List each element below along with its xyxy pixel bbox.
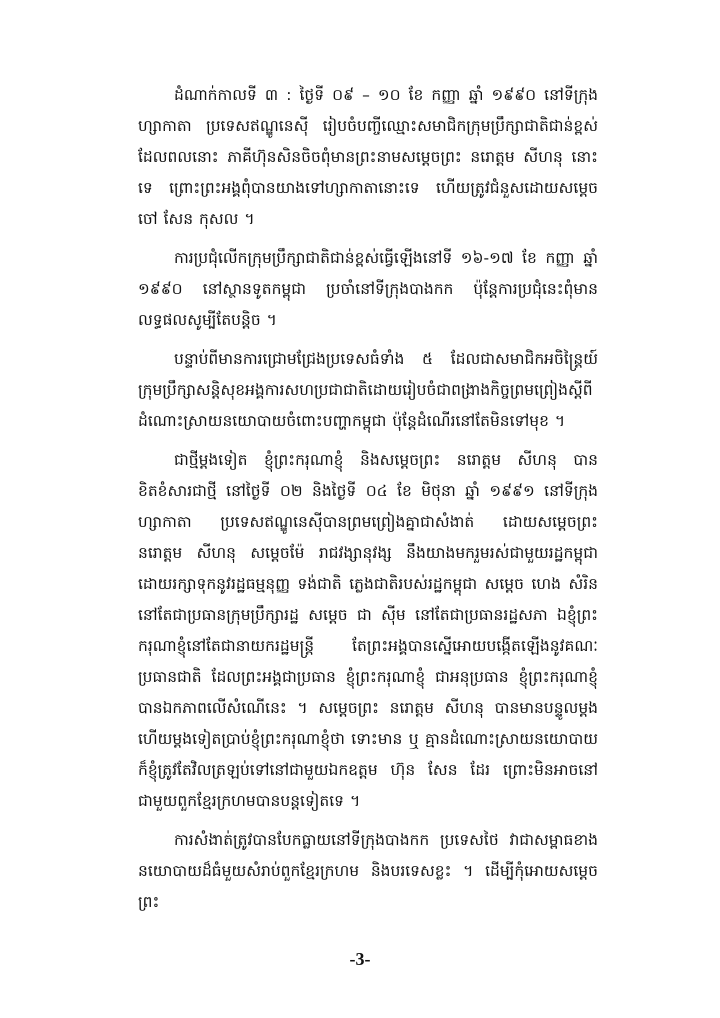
paragraph-stage-3: ដំណាក់កាលទី ៣ : ថ្ងៃទី ០៩ – ១០ ខែ កញ្ញា ឆ្នាំ ១៩៩០ នៅទីក្រុងហ្សាកាតា ប្រទេសឥណ្ឌូនេស៊ី រៀបចំបញ្ចីឈ្មោះសមាជិកក្រុមប្រឹក្សាជាតិជាន់ខ្ពស់ ដែលពលនោះ ភាគីហ៊ុនសិនចិចពុំមានព្រះនាមសម្តេចព្រះ នរោត្តម សីហនុ នោះទេ ព្រោះព្រះអង្គពុំបានយាងទៅហ្សាកាតានោះទេ ហើយត្រូវជំនួសដោយសម្តេច ចៅ សែន កុសល ។ (138, 86, 598, 228)
paragraph-jakarta-agreement: ជាថ្មីម្តងទៀត ខ្ញុំព្រះករុណាខ្ញុំ និងសម្តេចព្រះ នរោត្តម សីហនុ បានខិតខំសារជាថ្មី នៅថ្ងៃទី ០២ និងថ្ងៃទី ០៤ ខែ មិថុនា ឆ្នាំ ១៩៩១ នៅទីក្រុងហ្សាកាតា ប្រទេសឥណ្ឌូនេស៊ីបានព្រមព្រៀងគ្នាជាសំងាត់ ដោយសម្តេចព្រះ នរោត្តម សីហនុ សម្តេចម៉ែ រាជវង្សានុវង្ស នឹងយាងមករួមរស់ជាមួយរដ្ឋកម្ពុជា ដោយរក្សាទុកនូវរដ្ឋធម្មនុញ្ញ ទង់ជាតិ ភ្លេងជាតិរបស់រដ្ឋកម្ពុជា សម្តេច ហេង សំរិន នៅតែជាប្រធានក្រុមប្រឹក្សារដ្ឋ សម្តេច ជា ស៊ីម នៅតែជាប្រធានរដ្ឋសភា ឯខ្ញុំព្រះករុណាខ្ញុំនៅតែជានាយករដ្ឋមន្ត្រី តែព្រះអង្គបានស្នើអោយបង្កើតឡើងនូវគណៈប្រធានជាតិ ដែលព្រះអង្គជាប្រធាន ខ្ញុំព្រះករុណាខ្ញុំ ជាអនុប្រធាន ខ្ញុំព្រះករុណាខ្ញុំបានឯកភាពលើសំណើនេះ ។ សម្តេចព្រះ នរោត្តម សីហនុ បានមានបន្ទូលម្តងហើយម្តងទៀតប្រាប់ខ្ញុំព្រះករុណាខ្ញុំថា ទោះមាន ឬ គ្មានដំណោះស្រាយនយោបាយ ក៏ខ្ញុំត្រូវតែវិលត្រឡប់ទៅនៅជាមួយឯកឧត្តម ហ៊ុន សែន ដែរ ព្រោះមិនអាចនៅជាមួយពួកខ្មែរក្រហមបានបន្តទៀតទេ ។ (138, 451, 598, 810)
paragraph-five-powers: បន្ទាប់ពីមានការជ្រោមជ្រែងប្រទេសធំទាំង ៥ ដែលជាសមាជិកអចិន្ត្រៃយ៍ក្រុមប្រឹក្សាសន្តិសុខអង្គការសហប្រជាជាតិដោយរៀបចំជាពង្រាងកិច្ចព្រមព្រៀងស្តីពីដំណោះស្រាយនយោបាយចំពោះបញ្ហាកម្ពុជា ប៉ុន្តែដំណើរនៅតែមិនទៅមុខ ។ (138, 350, 598, 430)
page-number: -3- (349, 949, 371, 969)
paragraph-council-meeting: ការប្រជុំលើកក្រុមប្រឹក្សាជាតិជាន់ខ្ពស់ធ្វើឡើងនៅទី ១៦-១៧ ខែ កញ្ញា ឆ្នាំ ១៩៩០ នៅស្ថានទូតកម្ពុជា ប្រចាំនៅទីក្រុងបាងកក ប៉ុន្តែការប្រជុំនេះពុំមានលទ្ធផលសូម្បីតែបន្តិច ។ (138, 249, 598, 329)
paragraph-secret-leaked: ការសំងាត់ត្រូវបានបែកធ្លាយនៅទីក្រុងបាងកក ប្រទេសថៃ វាជាសម្ពាធខាងនយោបាយដ៏ធំមួយសំរាប់ពួកខ្មែរក្រហម និងបរទេសខ្លះ ។ ដើម្បីកុំអោយសម្តេចព្រះ (138, 831, 598, 911)
body-text (138, 80, 598, 926)
